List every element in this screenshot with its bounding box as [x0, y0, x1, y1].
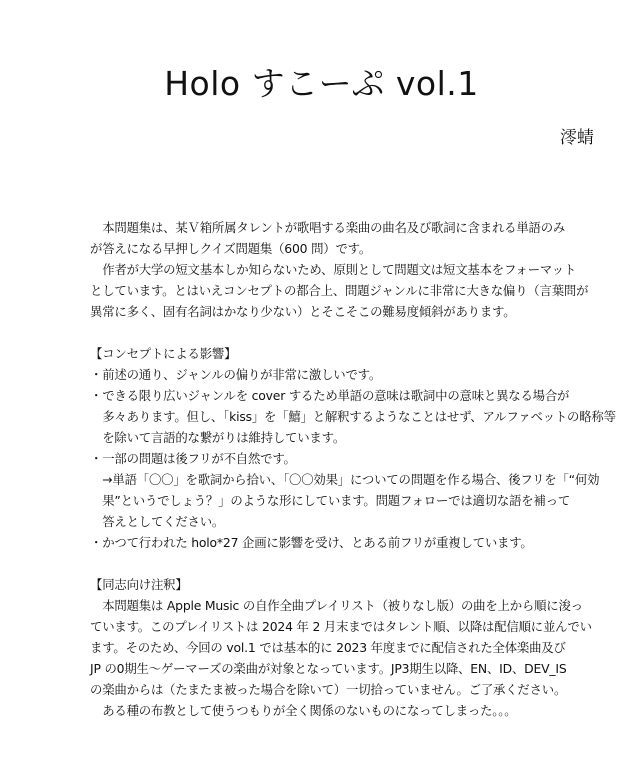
concept-line: 答えとしてください。: [90, 514, 225, 529]
concept-line: 果”というでしょう？」のような形にしています。問題フォローでは適切な語を補って: [90, 493, 571, 508]
intro-line: 本問題集は、某Ｖ箱所属タレントが歌唱する楽曲の曲名及び歌詞に含まれる単語のみ: [90, 220, 566, 235]
notes-line: ています。このプレイリストは 2024 年 2 月末まではタレント順、以降は配信順に並んでい: [90, 619, 592, 634]
intro-section: [90, 217, 589, 322]
intro-line: 作者が大学の短文基本しか知らないため、原則として問題文は短文基本をフォーマット: [90, 262, 577, 277]
concept-line: ・できる限り広いジャンルを cover するため単語の意味は歌詞中の意味と異なる場合が: [90, 388, 570, 403]
concept-heading: 【コンセプトによる影響】: [90, 346, 237, 361]
notes-line: 本問題集は Apple Music の自作全曲プレイリスト（被りなし版）の曲を上から順に浚っ: [90, 598, 583, 613]
intro-line: 異常に多く、固有名詞はかなり少ない）とそこそこの難易度傾斜があります。: [90, 304, 516, 319]
concept-section: [90, 343, 616, 553]
concept-line: ・一部の問題は後フリが不自然です。: [90, 451, 296, 466]
intro-line: が答えになる早押しクイズ問題集（600 問）です。: [90, 241, 372, 256]
document-body: [90, 217, 616, 721]
intro-line: としています。とはいえコンセプトの都合上、問題ジャンルに非常に大きな偏り（言葉問が: [90, 283, 589, 298]
concept-line: ・かつて行われた holo*27 企画に影響を受け、とある前フリが重複しています。: [90, 535, 533, 550]
notes-line: JP の0期生～ゲーマーズの楽曲が対象となっています。JP3期生以降、EN、ID、DEV_IS: [90, 661, 567, 676]
notes-line: ます。そのため、今回の vol.1 では基本的に 2023 年度までに配信された全体楽曲及び: [90, 640, 566, 655]
notes-line: ある種の布教として使うつもりが全く関係のないものになってしまった。。。: [90, 703, 517, 718]
notes-line: の楽曲からは（たまたま被った場合を除いて）一切拾っていません。ご了承ください。: [90, 682, 567, 697]
section-gap: [90, 322, 570, 343]
document-title: Holo すこーぷ vol.1: [164, 64, 479, 103]
section-gap: [90, 553, 570, 574]
concept-line: →単語「〇〇」を歌詞から拾い、「〇〇効果」についての問題を作る場合、後フリを「“何効: [90, 472, 600, 487]
concept-line: 多々あります。但し、「kiss」を「鱚」と解釈するようなことはせず、アルファベットの略称等: [90, 409, 616, 424]
concept-line: を除いて言語的な繋がりは維持しています。: [90, 430, 346, 445]
concept-line: ・前述の通り、ジャンルの偏りが非常に激しいです。: [90, 367, 382, 382]
notes-heading: 【同志向け注釈】: [90, 577, 188, 592]
notes-section: [90, 574, 592, 721]
author-name: 澪蜻: [560, 128, 594, 148]
